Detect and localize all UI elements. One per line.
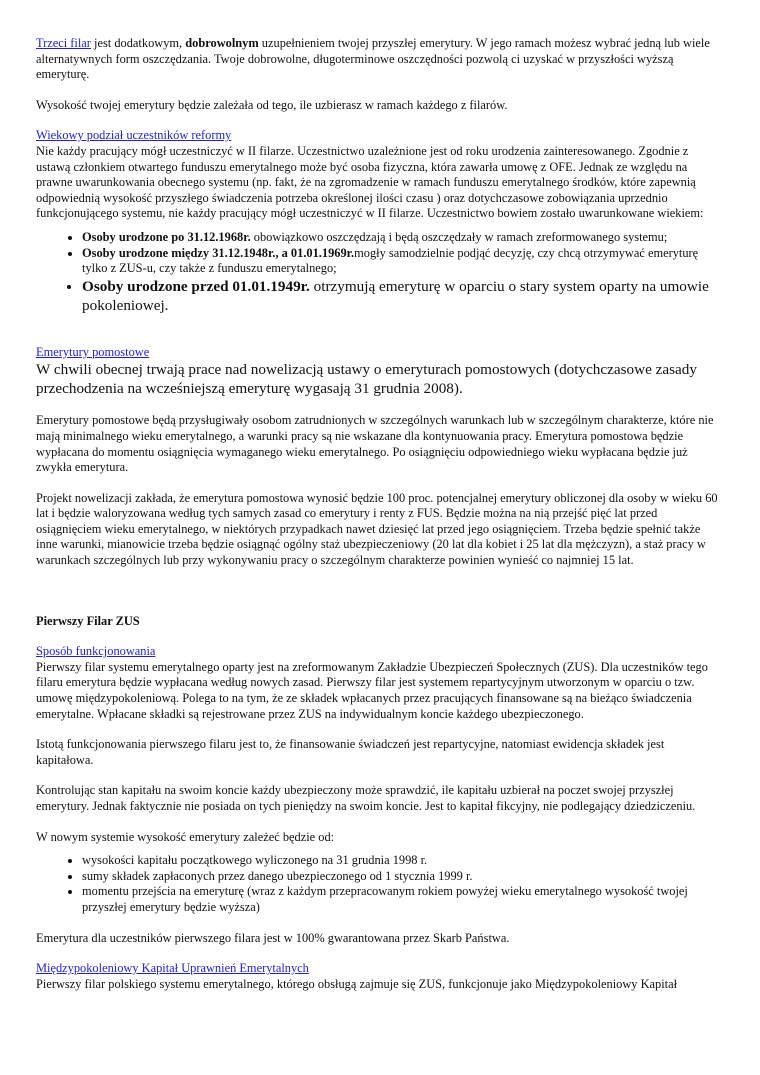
document-page <box>36 36 724 992</box>
list-item: • momentu przejścia na emeryturę (wraz z każdym przepracowanym rokiem powyżej wieku emerytalnego wysokość twojej przyszłej emerytury będzie wyższa) <box>82 884 724 915</box>
third-pillar-link[interactable]: Trzeci filar <box>36 36 91 50</box>
functioning-link[interactable]: Sposób funkcjonowania <box>36 644 156 659</box>
list-item: • Osoby urodzone po 31.12.1968r. obowiązkowo oszczędzają i będą oszczędzały w ramach zreformowanego systemu; <box>82 230 724 246</box>
age-division-list <box>36 230 724 315</box>
bridging-pensions-link[interactable]: Emerytury pomostowe <box>36 344 150 359</box>
age-division-link[interactable]: Wiekowy podział uczestników reformy <box>36 128 232 143</box>
bridging-pensions-section: Emerytury pomostowe W chwili obecnej trwają prace nad nowelizacją ustawy o emeryturach pomostowych (dotychczasowe zasady przechodzenia na wcześniejszą emeryturę wygasają 31 grudnia 2008). <box>36 344 697 398</box>
list-item: • Osoby urodzone przed 01.01.1949r. otrzymują emeryturę w oparciu o stary system oparty na umowie pokoleniowej. <box>82 277 724 315</box>
pension-factors-list <box>36 853 724 915</box>
first-pillar-paragraph-2: Istotą funkcjonowania pierwszego filaru jest to, że finansowanie świadczeń jest repartycyjne, natomiast ewidencja składek jest kapitałowa. <box>36 737 665 767</box>
list-item: • sumy składek zapłaconych przez danego ubezpieczonego od 1 stycznia 1999 r. <box>82 869 724 885</box>
first-pillar-heading: Pierwszy Filar ZUS <box>36 613 140 628</box>
bridging-pensions-paragraph-2: Projekt nowelizacji zakłada, że emerytura pomostowa wynosić będzie 100 proc. potencjalnej emerytury obliczonej dla osoby w wieku 60 lat i będzie waloryzowana według tych samych zasad co emerytury i renty z FUS. Będzie można na nią przejść pięć lat przed osiągnięciem wieku emerytalnego, w niektórych przypadkach nawet dziesięć lat przed jego osiągnięciem. Trzeba będzie spełnić także inne warunki, mianowicie trzeba będzie osiągnąć ogólny staż ubezpieczeniowy (20 lat dla kobiet i 25 lat dla mężczyzn), a staż pracy w warunkach szczególnych lub przy wykonywaniu pracy o szczególnym charakterze powinien wynieść co najmniej 15 lat. <box>36 490 718 568</box>
list-item: • wysokości kapitału początkowego wyliczonego na 31 grudnia 1998 r. <box>82 853 724 869</box>
intergenerational-capital-section: Międzypokoleniowy Kapitał Uprawnień Emerytalnych Pierwszy filar polskiego systemu emerytalnego, którego obsługą zajmuje się ZUS, funkcjonuje jako Międzypokoleniowy Kapitał <box>36 961 678 991</box>
third-pillar-paragraph: Trzeci filar jest dodatkowym, dobrowolnym uzupełnieniem twojej przyszłej emerytury. W jego ramach możesz wybrać jedną lub wiele alternatywnych form oszczędzania. Twoje dobrowolne, długoterminowe oszczędności pozwolą ci uzyskać w przyszłości wyższą emeryturę. <box>36 36 710 82</box>
intergenerational-capital-link[interactable]: Międzypokoleniowy Kapitał Uprawnień Emerytalnych <box>36 961 309 976</box>
first-pillar-paragraph-5: Emerytura dla uczestników pierwszego filara jest w 100% gwarantowana przez Skarb Państwa. <box>36 930 510 945</box>
pension-amount-paragraph: Wysokość twojej emerytury będzie zależała od tego, ile uzbierasz w ramach każdego z filarów. <box>36 97 508 112</box>
age-division-section: Wiekowy podział uczestników reformy Nie każdy pracujący mógł uczestniczyć w II filarze. Uczestnictwo uzależnione jest od roku urodzenia zainteresowanego. Zgodnie z ustawą członkiem otwartego funduszu emerytalnego może być osoba fizyczna, która zawarła umowę z OFE. Jednak ze względu na prawne uwarunkowania obecnego systemu (np. fakt, że na zgromadzenie w ramach funduszu emerytalnego środków, które zapewnią odpowiednią wysokość przyszłego świadczenia potrzeba określonej ilości czasu ) oraz dotychczasowe zobowiązania uprzednio funkcjonującego systemu, nie każdy pracujący mógł uczestniczyć w II filarze. Uczestnictwo bowiem zostało uwarunkowane wiekiem: <box>36 128 704 221</box>
bridging-pensions-paragraph-1: Emerytury pomostowe będą przysługiwały osobom zatrudnionych w szczególnych warunkach lub w szczególnym charakterze, które nie mają minimalnego wieku emerytalnego, a warunki pracy są nie wskazane dla kontynuowania pracy. Emerytura pomostowa będzie wypłacana do momentu osiągnięcia wymaganego wieku emerytalnego. Po osiągnięciu odpowiedniego wieku wypłacana będzie już zwykła emerytura. <box>36 413 714 475</box>
list-item: • Osoby urodzone między 31.12.1948r., a 01.01.1969r.mogły samodzielnie podjąć decyzję, czy chcą otrzymywać emeryturę tylko z ZUS-u, czy także z funduszu emerytalnego; <box>82 246 724 277</box>
first-pillar-paragraph-3: Kontrolując stan kapitału na swoim koncie każdy ubezpieczony może sprawdzić, ile kapitału uzbierał na poczet swojej przyszłej emerytury. Jednak faktycznie nie posiada on tych pieniędzy na swoim koncie. Jest to kapitał fikcyjny, nie podlegający dziedziczeniu. <box>36 783 696 813</box>
first-pillar-paragraph-4: W nowym systemie wysokość emerytury zależeć będzie od: <box>36 829 335 844</box>
functioning-section: Sposób funkcjonowania Pierwszy filar systemu emerytalnego oparty jest na zreformowanym Zakładzie Ubezpieczeń Społecznych (ZUS). Dla uczestników tego filaru emerytura będzie wypłacana według nowych zasad. Pierwszy filar jest systemem repartycyjnym utworzonym w oparciu o tzw. umowę międzypokoleniową. Polega to na tym, że ze składek wpłacanych przez pracujących finansowane są na bieżąco świadczenia emerytalne. Wpłacane składki są rejestrowane przez ZUS na indywidualnym koncie każdego ubezpieczonego. <box>36 644 708 721</box>
